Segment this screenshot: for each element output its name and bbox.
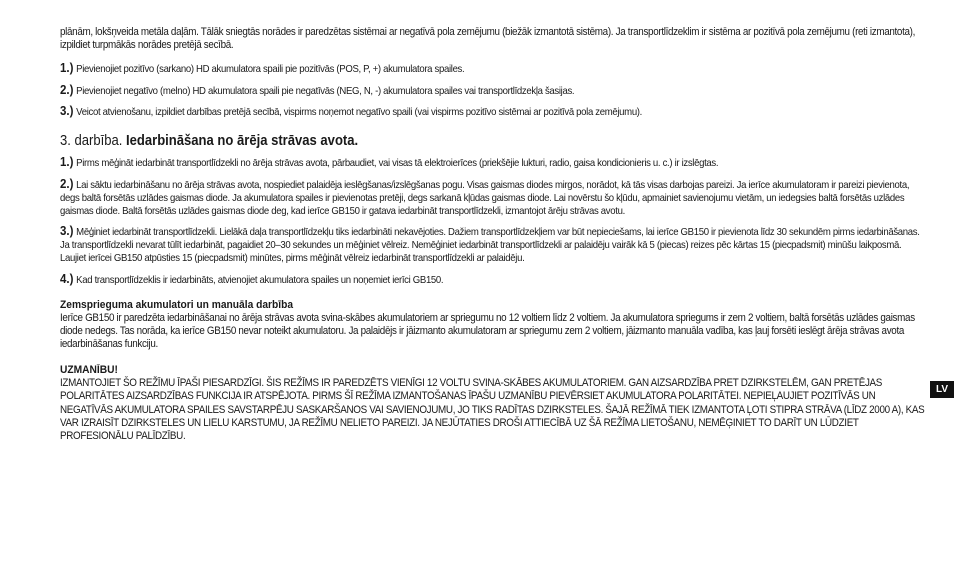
step-number: 2.) <box>60 177 74 191</box>
step-number: 4.) <box>60 271 74 286</box>
step-text: Kad transportlīdzeklis ir iedarbināts, atvienojiet akumulatora spailes un noņemiet ierīci GB150. <box>76 274 444 286</box>
list-item <box>60 225 925 265</box>
warning-paragraph: IZMANTOJIET ŠO REŽĪMU ĪPAŠI PIESARDZĪGI. ŠIS REŽĪMS IR PAREDZĒTS VIENĪGI 12 VOLTU SVINA-SKĀBES AKUMULATORIEM. GAN AIZSARDZĪBA PRET DZIRKSTELĒM, GAN PRETĒJAS POLARITĀTES AIZSARDZĪBAS FUNKCIJA IR ATSPĒJOTA. PIRMS ŠĪ REŽĪMA IZMANTOŠANAS ĪPAŠU UZMANĪBU PIEVĒRSIET AKUMULATORA POLARITĀTEI. NEPIEĻAUJIET POZITĪVĀS UN NEGATĪVĀS AKUMULATORA SPAILES SAVSTARPĒJU SASKARŠANOS VAI SAVIENOJUMU, JO TIKS RADĪTAS DZIRKSTELES. ŠAJĀ REŽĪMĀ TIEK IZMANTOTA ĻOTI STIPRA STRĀVA (LĪDZ 2000 A), KAS VAR IZRAISĪT DZIRKSTELES UN LIELU KARSTUMU, JA REŽĪMU NELIETO PAREIZI. JA NEJŪTATIES DROŠI ATTIECĪBĀ UZ ŠĀ REŽĪMA LIETOŠANU, NEMĒĢINIET TO DARĪT UN LŪDZIET PROFESIONĀLU PALĪDZĪBU. <box>60 376 925 443</box>
section-title: Iedarbināšana no ārēja strāvas avota. <box>126 133 359 150</box>
step-text: Pievienojiet negatīvo (melno) HD akumulatora spaili pie negatīvās (NEG, N, -) akumulatora spailes vai transportlīdzekļa šasijas. <box>76 85 575 97</box>
list-item <box>60 105 925 120</box>
step-number: 2.) <box>60 82 74 97</box>
section-step-label: 3. darbība. <box>60 133 123 150</box>
manual-page <box>60 26 928 444</box>
list-item <box>60 178 925 218</box>
step-text: Mēģiniet iedarbināt transportlīdzekli. Lielākā daļa transportlīdzekļu tiks iedarbināti nekavējoties. Dažiem transportlīdzekļiem var būt nepieciešams, lai ierīce GB150 ir pievienota līdz 30 sekundēm pirms iedarbināšanas. Ja transportlīdzekli nevarat tūlīt iedarbināt, pagaidiet 20–30 sekundes un mēģiniet vēlreiz. Nemēģiniet iedarbināt transportlīdzekli ar palaidēju vairāk kā 5 (piecas) reizes pēc kārtas 15 (piecpadsmit) minūšu laikposmā. Laujiet ierīcei GB150 atpūsties 15 (piecpadsmit) minūtes, pirms mēģināt vēlreiz iedarbināt transportlīdzekli ar palaidēju. <box>60 227 920 264</box>
low-voltage-paragraph: Ierīce GB150 ir paredzēta iedarbināšanai no ārēja strāvas avota svina-skābes akumulatoriem ar spriegumu no 12 voltiem līdz 2 voltiem. Ja akumulatora spriegums ir zem 2 voltiem, baltā forsētās uzlādes gaismas diode nedegs. Tas norāda, ka ierīce GB150 nevar noteikt akumulatoru. Ja palaidējs ir jāizmanto akumulatoram ar spriegumu zem 2 voltiem, jāizmanto manuāla vadība, kas ļauj forsēti ieslēgt ārēja strāvas avota iedarbināšanas funkciju. <box>60 311 915 351</box>
step-text: Pievienojiet pozitīvo (sarkano) HD akumulatora spaili pie pozitīvās (POS, P, +) akumulatora spailes. <box>76 63 465 75</box>
intro-paragraph: plānām, lokšņveida metāla daļām. Tālāk sniegtās norādes ir paredzētas sistēmai ar negatīvā pola zemējumu (biežāk izmantotā sistēma). Ja transportlīdzeklim ir sistēma ar pozitīvā pola zemējumu (reti izmantota), izpildiet turpmākās norādes pretējā secībā. <box>60 26 916 52</box>
section-heading <box>60 132 924 150</box>
low-voltage-heading: Zemsprieguma akumulatori un manuāla darbība <box>60 298 294 311</box>
list-item <box>60 156 925 171</box>
step-text: Pirms mēģināt iedarbināt transportlīdzekli no ārēja strāvas avota, pārbaudiet, vai visas tā elektroierīces (priekšējie lukturi, radio, gaisa kondicionieris u. c.) ir izslēgtas. <box>76 158 719 170</box>
connection-steps <box>60 62 928 120</box>
step-number: 1.) <box>60 155 74 170</box>
warning-heading: UZMANĪBU! <box>60 363 118 376</box>
step-number: 1.) <box>60 60 74 75</box>
list-item <box>60 273 925 288</box>
step-text: Lai sāktu iedarbināšanu no ārēja strāvas avota, nospiediet palaidēja ieslēgšanas/izslēgšanas pogu. Visas gaismas diodes mirgos, norādot, kā tās visas darbojas pareizi. Ja ierīce akumulatoram ir pareizi pievienota, degs baltā forsētās uzlādes gaismas diode. Ja akumulatora spailes ir pievienotas pretēji, degs sarkanā kļūdas gaismas diode. Lai novērstu šo kļūdu, apmainiet savienojumu vietām, un iedegsies baltā forsētās uzlādes gaismas diode. Baltā forsētās uzlādes gaismas diode deg, kad ierīce GB150 ir gatava iedarbināt transportlīdzekli, izmantojot ārēju strāvas avotu. <box>60 180 910 217</box>
step-number: 3.) <box>60 224 74 239</box>
list-item <box>60 62 925 77</box>
step-number: 3.) <box>60 104 74 119</box>
language-tab: LV <box>930 381 954 398</box>
jump-start-steps <box>60 156 928 287</box>
step-text: Veicot atvienošanu, izpildiet darbības pretējā secībā, vispirms noņemot negatīvo spaili (vai vispirms pozitīvo sistēmai ar pozitīvā pola zemējumu). <box>76 107 643 119</box>
list-item <box>60 84 925 99</box>
